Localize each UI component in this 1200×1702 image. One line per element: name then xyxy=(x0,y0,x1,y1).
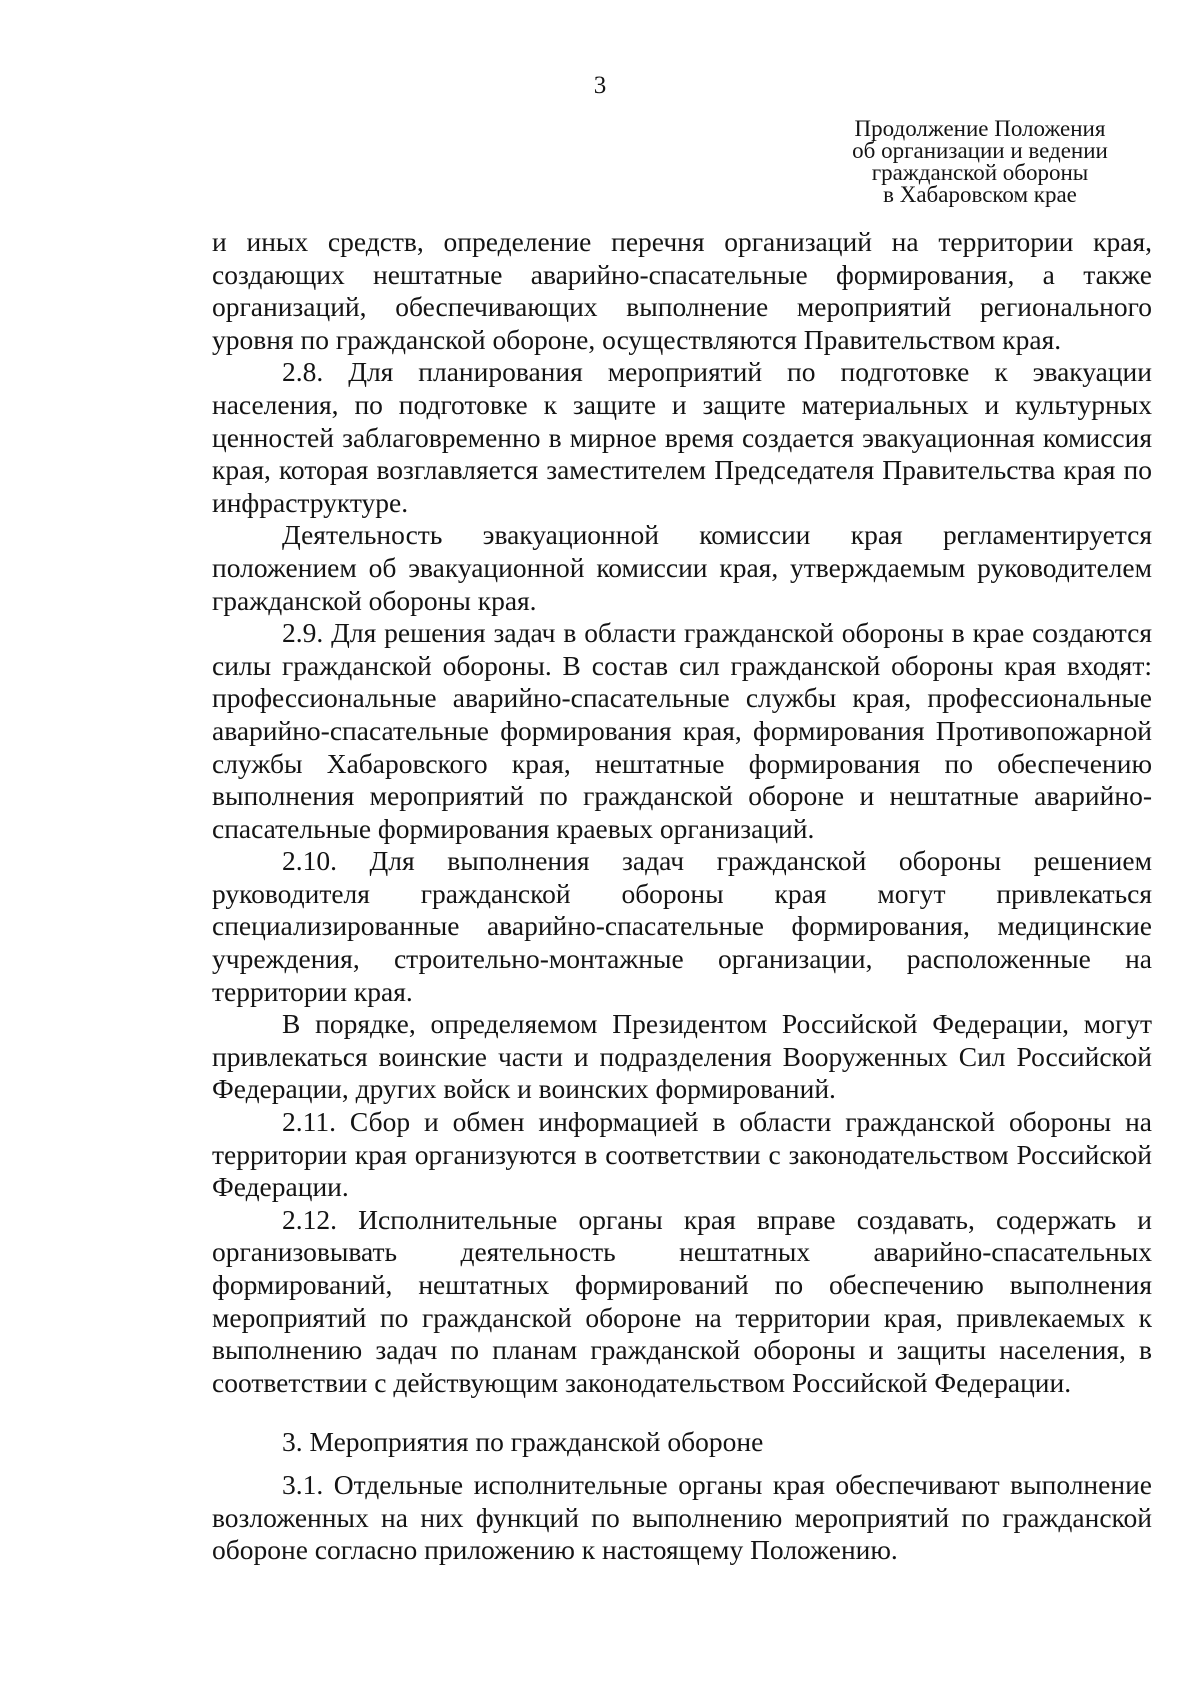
paragraph-continuation: и иных средств, определение перечня организаций на территории края, создающих нештатные аварийно-спасательные формирования, а также организаций, обеспечивающих выполнение мероприятий регионального уровня по гражданской обороне, осуществляются Правительством края. xyxy=(212,226,1152,355)
paragraph-2-8: 2.8. Для планирования мероприятий по подготовке к эвакуации населения, по подготовке к защите и защите материальных и культурных ценностей заблаговременно в мирное время создается эвакуационная комиссия края, которая возглавляется заместителем Председателя Правительства края по инфраструктуре. xyxy=(212,356,1152,518)
document-header xyxy=(830,118,1130,206)
section-heading: 3. Мероприятия по гражданской обороне xyxy=(282,1426,764,1458)
header-line: Продолжение Положения xyxy=(854,116,1106,141)
page-number: 3 xyxy=(593,72,607,99)
header-line: в Хабаровском крае xyxy=(883,182,1077,207)
paragraph-evacuation-commission: Деятельность эвакуационной комиссии края регламентируется положением об эвакуационной комиссии края, утверждаемым руководителем гражданской обороны края. xyxy=(212,519,1152,616)
paragraph-2-10: 2.10. Для выполнения задач гражданской обороны решением руководителя гражданской обороны края могут привлекаться специализированные аварийно-спасательные формирования, медицинские учреждения, строительно-монтажные организации, расположенные на территории края. xyxy=(212,845,1152,1007)
paragraph-military-units: В порядке, определяемом Президентом Российской Федерации, могут привлекаться воинские части и подразделения Вооруженных Сил Российской Федерации, других войск и воинских формирований. xyxy=(212,1008,1152,1105)
paragraph-3-1: 3.1. Отдельные исполнительные органы края обеспечивают выполнение возложенных на них функций по выполнению мероприятий по гражданской обороне согласно приложению к настоящему Положению. xyxy=(212,1468,1152,1566)
paragraph-2-9: 2.9. Для решения задач в области гражданской обороны в крае создаются силы гражданской обороны. В состав сил гражданской обороны края входят: профессиональные аварийно-спасательные службы края, профессиональные аварийно-спасательные формирования края, формирования Противопожарной службы Хабаровского края, нештатные формирования по обеспечению выполнения мероприятий по гражданской обороне и нештатные аварийно-спасательные формирования краевых организаций. xyxy=(212,617,1152,844)
paragraph-2-11: 2.11. Сбор и обмен информацией в области гражданской обороны на территории края организуются в соответствии с законодательством Российской Федерации. xyxy=(212,1106,1152,1203)
header-line: об организации и ведении xyxy=(852,138,1108,163)
document-body xyxy=(212,226,1152,1567)
header-line: гражданской обороны xyxy=(871,160,1089,185)
paragraph-2-12: 2.12. Исполнительные органы края вправе создавать, содержать и организовывать деятельность нештатных аварийно-спасательных формирований, нештатных формирований по обеспечению выполнения мероприятий по гражданской обороне на территории края, привлекаемых к выполнению задач по планам гражданской обороны и защиты населения, в соответствии с действующим законодательством Российской Федерации. xyxy=(212,1203,1152,1398)
